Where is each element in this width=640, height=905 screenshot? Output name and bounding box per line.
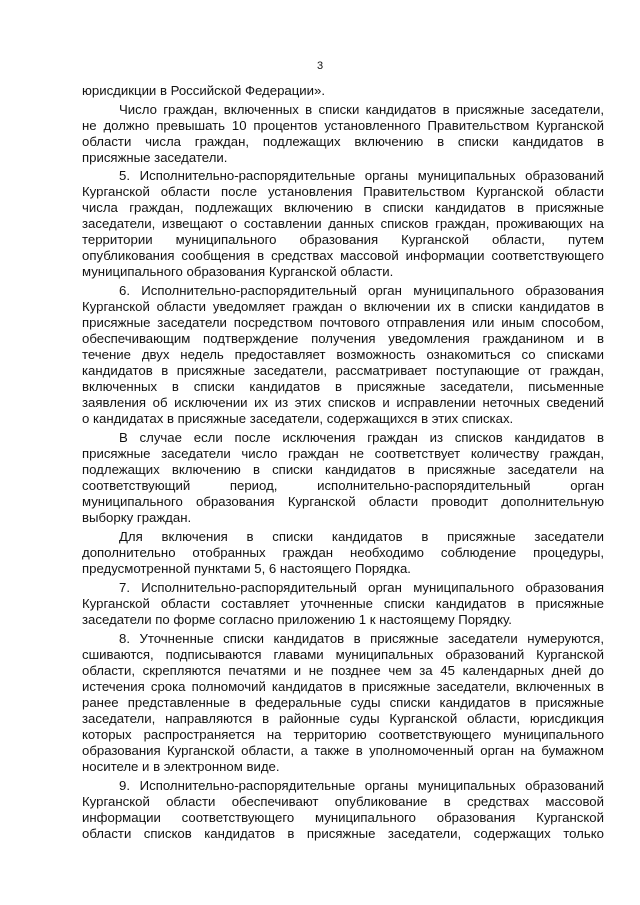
- paragraph-line: истечения срока полномочий кандидатов в присяжные заседатели, включенных в: [82, 679, 604, 694]
- paragraph-line: Для включения в списки кандидатов в присяжные заседатели: [119, 529, 604, 544]
- paragraph-line: информации соответствующего муниципального образования Курганской: [82, 810, 604, 825]
- paragraph-line: дополнительно отобранных граждан необходимо соблюдение процедуры,: [82, 545, 604, 560]
- paragraph-line: образования Курганской области, а также в уполномоченный орган на бумажном: [82, 743, 604, 758]
- paragraph-line: области списков кандидатов в присяжные заседатели, содержащих только: [82, 826, 604, 841]
- page-number: 3: [316, 60, 324, 72]
- paragraph-line: опубликования сообщения в средствах массовой информации соответствующего: [82, 248, 604, 263]
- paragraph-line: выборку граждан.: [82, 510, 192, 525]
- paragraph-line: течение двух недель предоставляет возможность ознакомиться со списками: [82, 347, 604, 362]
- paragraph-line: 7. Исполнительно-распорядительный орган муниципального образования: [119, 580, 604, 595]
- paragraph-line: 8. Уточненные списки кандидатов в присяжные заседатели нумеруются,: [119, 631, 604, 646]
- paragraph-line: 6. Исполнительно-распорядительный орган муниципального образования: [119, 283, 604, 298]
- paragraph-line: Курганской области после установления Правительством Курганской области: [82, 184, 604, 199]
- paragraph-line: которых распространяется на территорию соответствующего муниципального: [82, 727, 604, 742]
- paragraph-line: заседатели по форме согласно приложению 1 к настоящему Порядку.: [82, 612, 512, 627]
- paragraph-line: присяжные заседатели число граждан не соответствует количеству граждан,: [82, 446, 604, 461]
- paragraph-line: не должно превышать 10 процентов установленного Правительством Курганской: [82, 118, 604, 133]
- paragraph-line: 9. Исполнительно-распорядительные органы муниципальных образований: [119, 778, 604, 793]
- paragraph-line: сшиваются, подписываются главами муниципальных образований Курганской: [82, 647, 604, 662]
- paragraph-line: включенных в списки кандидатов в присяжные заседатели, письменные: [82, 379, 604, 394]
- paragraph-line: кандидатов в присяжные заседатели, рассматривает поступающие от граждан,: [82, 363, 604, 378]
- paragraph-line: Курганской области уведомляет граждан о включении их в списки кандидатов в: [82, 299, 604, 314]
- paragraph-line: предусмотренной пунктами 5, 6 настоящего Порядка.: [82, 561, 411, 576]
- paragraph-line: присяжные заседатели.: [82, 150, 228, 165]
- paragraph-line: муниципального образования Курганской области проводит дополнительную: [82, 494, 604, 509]
- paragraph-line: подлежащих включению в списки кандидатов в присяжные заседатели на: [82, 462, 604, 477]
- paragraph-line: Курганской области обеспечивают опубликование в средствах массовой: [82, 794, 604, 809]
- paragraph-line: территории муниципального образования Курганской области, путем: [82, 232, 604, 247]
- paragraph-line: Курганской области составляет уточненные списки кандидатов в присяжные: [82, 596, 604, 611]
- paragraph-line: соответствующий период, исполнительно-распорядительный орган: [82, 478, 604, 493]
- paragraph-line: заявления об исключении их из этих списков и исправлении неточных сведений: [82, 395, 604, 410]
- paragraph-line: носителе и в электронном виде.: [82, 759, 280, 774]
- paragraph-line: числа граждан, подлежащих включению в списки кандидатов в присяжные: [82, 200, 604, 215]
- paragraph-line: обеспечивающим подтверждение получения уведомления гражданином и в: [82, 331, 604, 346]
- paragraph-line: Число граждан, включенных в списки кандидатов в присяжные заседатели,: [119, 102, 604, 117]
- paragraph-line: области числа граждан, подлежащих включению в списки кандидатов в: [82, 134, 604, 149]
- paragraph-line: присяжные заседатели посредством почтового отправления или иным способом,: [82, 315, 604, 330]
- paragraph-line: о кандидатах в присяжные заседатели, содержащихся в этих списках.: [82, 411, 514, 426]
- paragraph-line: В случае если после исключения граждан из списков кандидатов в: [119, 430, 604, 445]
- paragraph-line: юрисдикции в Российской Федерации».: [82, 83, 326, 98]
- paragraph-line: заседатели, извещают о составлении данных списков граждан, проживающих на: [82, 216, 604, 231]
- paragraph-line: 5. Исполнительно-распорядительные органы муниципальных образований: [119, 168, 604, 183]
- paragraph-line: заседатели, направляются в районные суды Курганской области, юрисдикция: [82, 711, 604, 726]
- paragraph-line: ранее представленные в федеральные суды списки кандидатов в присяжные: [82, 695, 604, 710]
- paragraph-line: области, скрепляются печатями и не позднее чем за 45 календарных дней до: [82, 663, 604, 678]
- paragraph-line: муниципального образования Курганской области.: [82, 264, 394, 279]
